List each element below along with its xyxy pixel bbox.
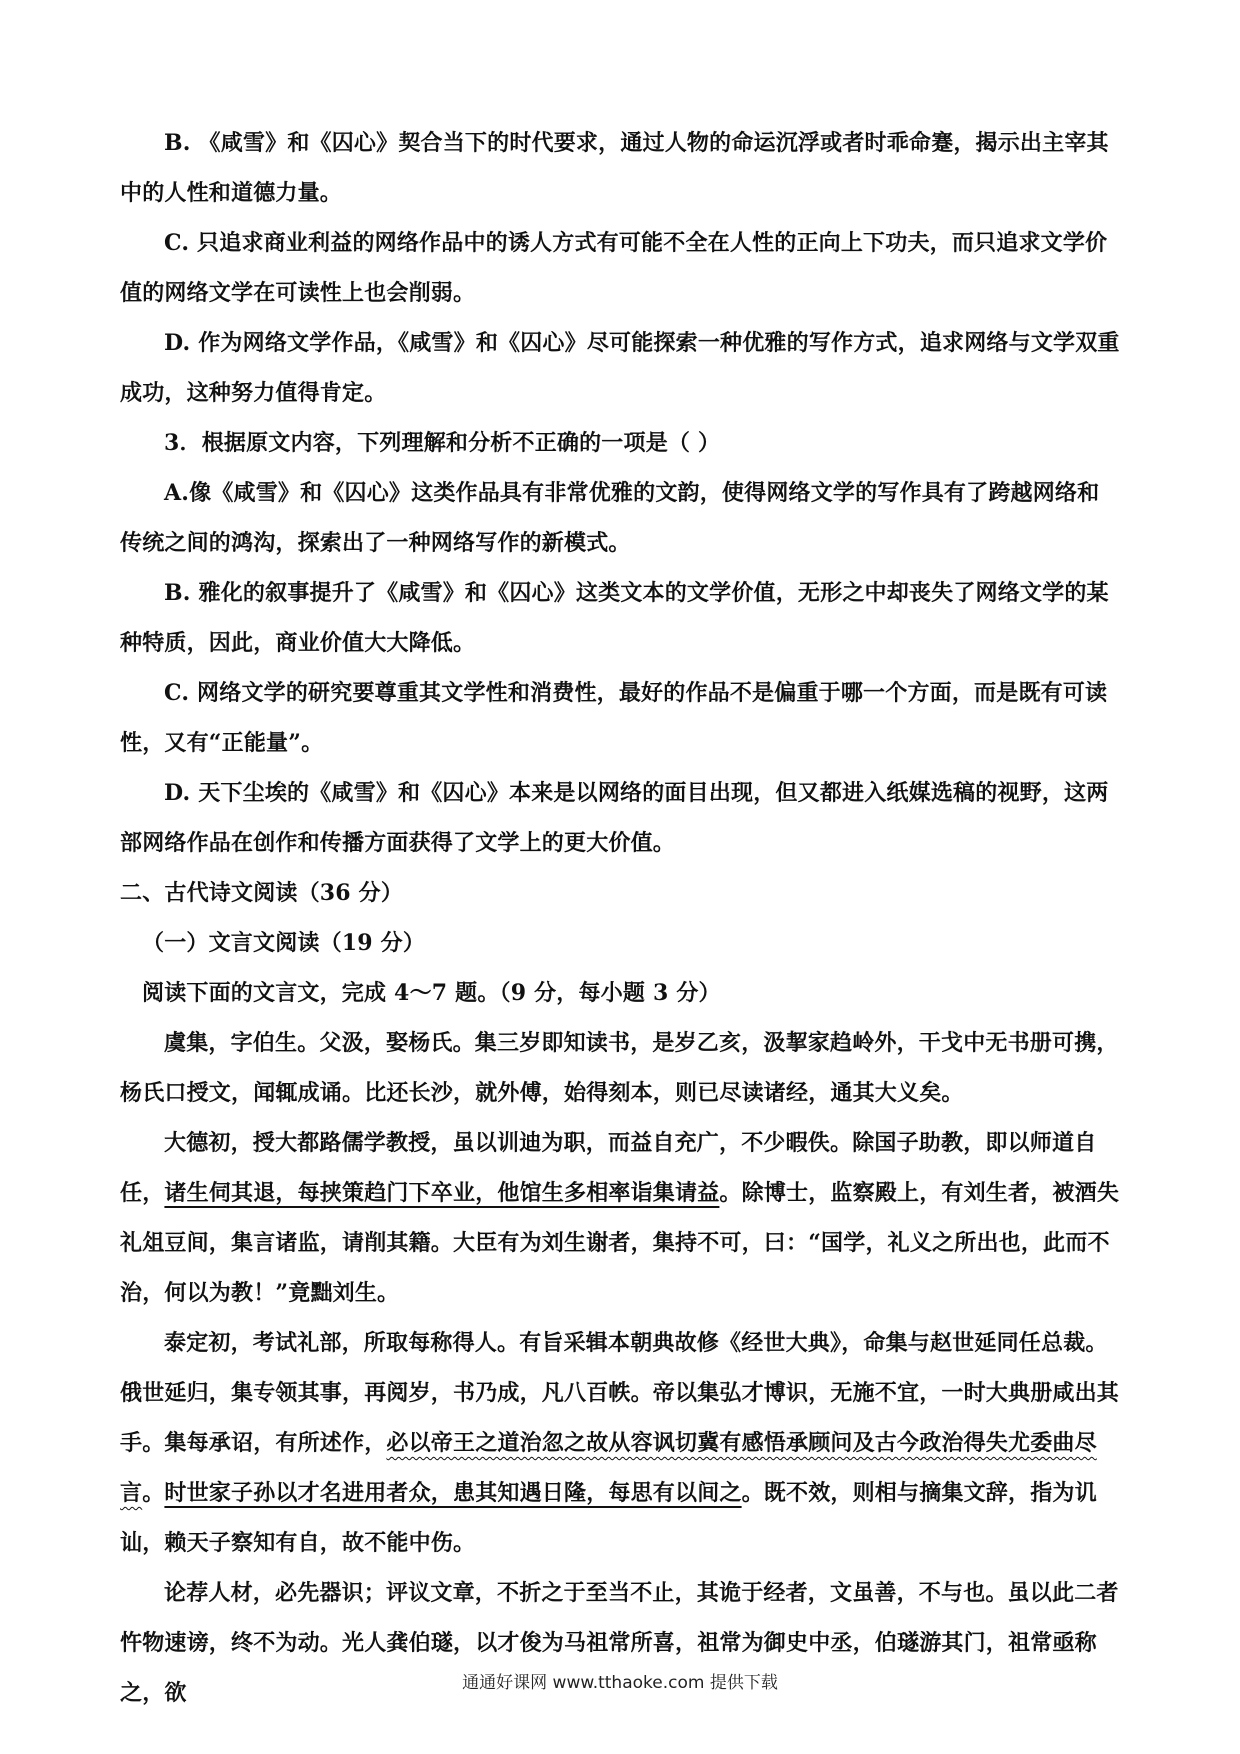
subsection-heading-classical-prose: （一）文言文阅读（19 分） (142, 930, 426, 956)
paragraph-3-mid: 。 (142, 1480, 165, 1506)
document-body (120, 118, 1120, 1718)
option-3c: C. 网络文学的研究要尊重其文学性和消费性，最好的作品不是偏重于哪一个方面，而是既有可读性，又有“正能量”。 (120, 680, 1108, 756)
option-2c: C. 只追求商业利益的网络作品中的诱人方式有可能不全在人性的正向上下功夫，而只追求文学价值的网络文学在可读性上也会削弱。 (120, 230, 1108, 306)
paragraph-2-post: 。除博士，监察殿上，有刘生者，被酒失礼俎豆间，集言诸监，请削其籍。大臣有为刘生谢者，集持不可，曰：“国学，礼义之所出也，此而不治，何以为教！”竟黜刘生。 (120, 1180, 1120, 1306)
paragraph-3-pre: 泰定初，考试礼部，所取每称得人。有旨采辑本朝典故修《经世大典》，命集与赵世延同任总裁。俄世延归，集专领其事，再阅岁，书乃成，凡八百帙。帝以集弘才博识，无施不宜，一时大典册咸出其手。集每承诏，有所述作， (120, 1330, 1120, 1456)
option-2d: D. 作为网络文学作品，《咸雪》和《囚心》尽可能探索一种优雅的写作方式，追求网络与文学双重成功，这种努力值得肯定。 (120, 330, 1120, 406)
classical-text-paragraph-1: 虞集，字伯生。父汲，娶杨氏。集三岁即知读书，是岁乙亥，汲挈家趋岭外，干戈中无书册可携，杨氏口授文，闻辄成诵。比还长沙，就外傅，始得刻本，则已尽读诸经，通其大义矣。 (120, 1030, 1119, 1106)
option-3d: D. 天下尘埃的《咸雪》和《囚心》本来是以网络的面目出现，但又都进入纸媒选稿的视野，这两部网络作品在创作和传播方面获得了文学上的更大价值。 (120, 780, 1109, 856)
option-2b: B. 《咸雪》和《囚心》契合当下的时代要求，通过人物的命运沉浮或者时乖命蹇，揭示出主宰其中的人性和道德力量。 (120, 130, 1109, 206)
question-3: 3．根据原文内容，下列理解和分析不正确的一项是（ ） (164, 430, 721, 456)
section-heading-classical: 二、古代诗文阅读（36 分） (120, 880, 404, 906)
underlined-sentence-2: 时世家子孙以才名进用者众，患其知遇日隆，每思有以间之 (164, 1480, 742, 1506)
option-3b: B. 雅化的叙事提升了《咸雪》和《囚心》这类文本的文学价值，无形之中却丧失了网络文学的某种特质，因此，商业价值大大降低。 (120, 580, 1109, 656)
paragraph-2-pre: 大德初，授大都路儒学教授，虽以训迪为职，而益自充广，不少暇佚。除国子助教，即以师道自任， (120, 1130, 1097, 1206)
reading-instruction: 阅读下面的文言文，完成 4～7 题。（9 分，每小题 3 分） (142, 980, 721, 1006)
option-3a: A.像《咸雪》和《囚心》这类作品具有非常优雅的文韵，使得网络文学的写作具有了跨越网络和传统之间的鸿沟，探索出了一种网络写作的新模式。 (120, 480, 1100, 556)
paragraph-3-post: 。既不效，则相与摘集文辞，指为讥讪，赖天子察知有自，故不能中伤。 (120, 1480, 1097, 1556)
classical-text-paragraph-3 (120, 1318, 1120, 1568)
underlined-sentence-1: 诸生伺其退，每挟策趋门下卒业，他馆生多相率诣集请益 (164, 1180, 720, 1206)
page-footer: 通通好课网 www.tthaoke.com 提供下载 (462, 1673, 778, 1693)
classical-text-paragraph-4: 论荐人材，必先器识；评议文章，不折之于至当不止，其诡于经者，文虽善，不与也。虽以此二者忤物速谤，终不为动。光人龚伯璲，以才俊为马祖常所喜，祖常为御史中丞，伯璲游其门，祖常亟称之，欲 (120, 1580, 1119, 1706)
classical-text-paragraph-2 (120, 1118, 1120, 1318)
wavy-underlined-sentence: 必以帝王之道治忽之故从容讽切冀有感悟承顾问及古今政治得失尤委曲尽言 (120, 1430, 1097, 1506)
